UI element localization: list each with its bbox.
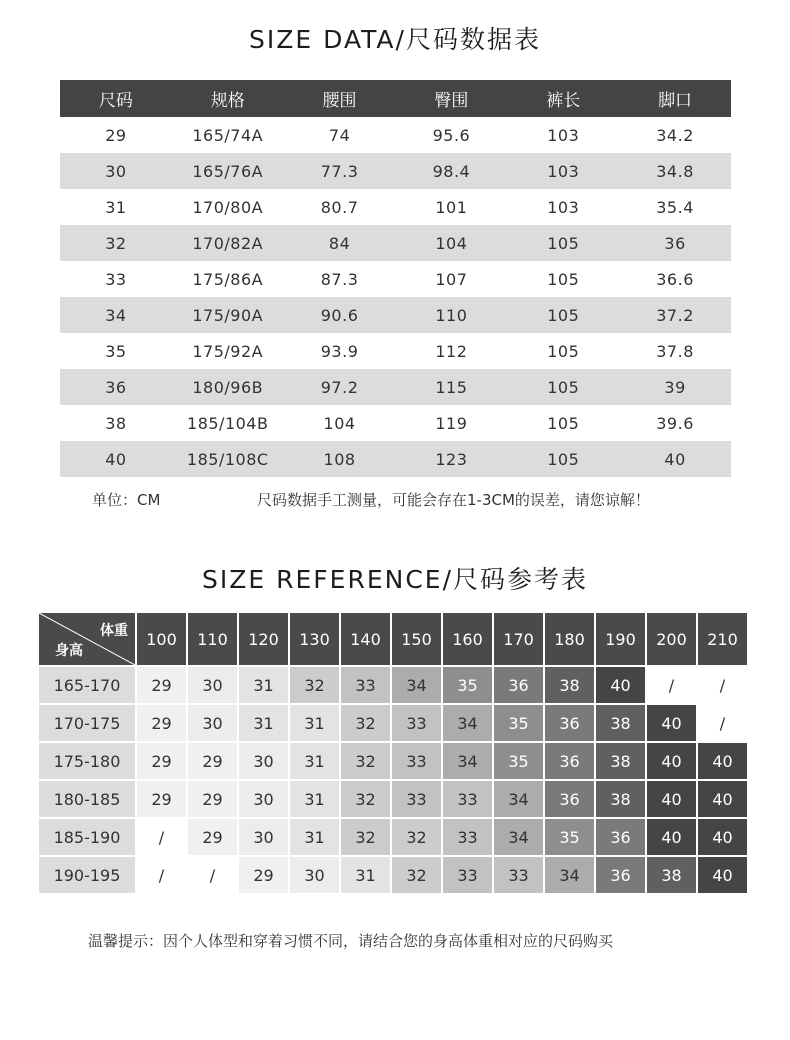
table-cell: 115 xyxy=(395,369,507,405)
size-cell: 30 xyxy=(188,705,237,741)
height-row xyxy=(39,705,747,741)
size-cell: 40 xyxy=(698,743,747,779)
table-cell: 103 xyxy=(507,153,619,189)
weight-header: 190 xyxy=(596,613,645,665)
size-cell: 35 xyxy=(494,743,543,779)
size-cell: / xyxy=(698,705,747,741)
column-header: 尺码 xyxy=(60,80,172,117)
height-label-cell: 190-195 xyxy=(39,857,135,893)
size-cell: 29 xyxy=(188,781,237,817)
table-cell: 34 xyxy=(60,297,172,333)
size-cell: 40 xyxy=(698,781,747,817)
table-cell: 84 xyxy=(284,225,396,261)
table-cell: 39 xyxy=(619,369,731,405)
table-cell: 40 xyxy=(619,441,731,477)
size-table-body xyxy=(60,117,731,477)
table-cell: 97.2 xyxy=(284,369,396,405)
size-cell: 31 xyxy=(341,857,390,893)
height-label-cell: 165-170 xyxy=(39,667,135,703)
column-header: 规格 xyxy=(172,80,284,117)
size-cell: 33 xyxy=(494,857,543,893)
weight-header: 110 xyxy=(188,613,237,665)
table-cell: 170/80A xyxy=(192,197,264,217)
table-cell: 105 xyxy=(547,341,580,361)
size-cell: 31 xyxy=(290,781,339,817)
table-cell: 170/82A xyxy=(172,225,284,261)
column-header: 裤长 xyxy=(507,80,619,117)
weight-header: 150 xyxy=(392,613,441,665)
size-table-header xyxy=(60,80,731,117)
size-cell: 34 xyxy=(545,857,594,893)
corner-header xyxy=(39,613,135,665)
height-label: 身高 xyxy=(55,643,83,659)
size-reference-grid xyxy=(37,611,749,895)
weight-header: 130 xyxy=(290,613,339,665)
table-cell: 175/90A xyxy=(172,297,284,333)
size-cell: 33 xyxy=(392,705,441,741)
size-cell: 32 xyxy=(341,743,390,779)
table-row xyxy=(60,405,731,441)
height-row xyxy=(39,781,747,817)
size-cell: 40 xyxy=(596,667,645,703)
table-cell: 98.4 xyxy=(395,153,507,189)
table-cell: 105 xyxy=(507,441,619,477)
size-cell: 33 xyxy=(392,743,441,779)
table-cell: 108 xyxy=(284,441,396,477)
warm-tip: 温馨提示：因个人体型和穿着习惯不同，请结合您的身高体重相对应的尺码购买 xyxy=(88,932,614,950)
table-row xyxy=(60,333,731,369)
size-cell: 40 xyxy=(647,819,696,855)
size-cell: 38 xyxy=(596,705,645,741)
size-cell: 36 xyxy=(494,667,543,703)
size-cell: 30 xyxy=(239,781,288,817)
size-cell: / xyxy=(137,857,186,893)
weight-header: 100 xyxy=(137,613,186,665)
table-cell: 34.8 xyxy=(619,153,731,189)
table-cell: 112 xyxy=(435,341,468,361)
size-cell: 31 xyxy=(290,705,339,741)
table-cell: 31 xyxy=(105,197,127,217)
table-cell: 103 xyxy=(547,125,580,145)
size-cell: 32 xyxy=(341,819,390,855)
size-cell: 30 xyxy=(239,743,288,779)
height-label-cell: 175-180 xyxy=(39,743,135,779)
size-cell: 38 xyxy=(545,667,594,703)
table-cell: 107 xyxy=(435,269,468,289)
unit-note: 单位：CM xyxy=(92,491,161,509)
size-data-table xyxy=(60,80,731,477)
table-cell: 105 xyxy=(507,297,619,333)
table-cell: 32 xyxy=(60,225,172,261)
table-cell: 165/76A xyxy=(172,153,284,189)
size-cell: / xyxy=(698,667,747,703)
size-cell: 34 xyxy=(494,819,543,855)
table-cell: 37.8 xyxy=(656,341,694,361)
size-cell: 35 xyxy=(443,667,492,703)
table-cell: 36.6 xyxy=(656,269,694,289)
size-reference-title: SIZE REFERENCE/尺码参考表 xyxy=(202,565,588,594)
table-row xyxy=(60,225,731,261)
height-label-cell: 185-190 xyxy=(39,819,135,855)
table-cell: 175/86A xyxy=(192,269,264,289)
table-cell: 105 xyxy=(507,369,619,405)
table-row xyxy=(60,117,731,153)
size-cell: 31 xyxy=(239,667,288,703)
table-cell: 165/74A xyxy=(192,125,264,145)
table-cell: 29 xyxy=(105,125,127,145)
table-cell: 35.4 xyxy=(656,197,694,217)
size-cell: 33 xyxy=(443,857,492,893)
height-row xyxy=(39,667,747,703)
height-label-cell: 170-175 xyxy=(39,705,135,741)
size-cell: 38 xyxy=(647,857,696,893)
size-cell: 30 xyxy=(290,857,339,893)
table-cell: 30 xyxy=(60,153,172,189)
table-cell: 74 xyxy=(328,125,351,145)
size-cell: / xyxy=(188,857,237,893)
size-cell: 29 xyxy=(137,743,186,779)
size-cell: 30 xyxy=(239,819,288,855)
size-cell: 32 xyxy=(290,667,339,703)
height-label-cell: 180-185 xyxy=(39,781,135,817)
size-cell: 31 xyxy=(239,705,288,741)
table-row xyxy=(60,189,731,225)
size-data-title: SIZE DATA/尺码数据表 xyxy=(249,25,541,54)
size-cell: 33 xyxy=(341,667,390,703)
weight-header-row xyxy=(39,613,747,665)
column-header: 臀围 xyxy=(395,80,507,117)
size-cell: 38 xyxy=(596,743,645,779)
weight-header: 210 xyxy=(698,613,747,665)
table-cell: 87.3 xyxy=(320,269,359,289)
size-cell: 40 xyxy=(647,705,696,741)
weight-header: 120 xyxy=(239,613,288,665)
size-cell: / xyxy=(647,667,696,703)
size-cell: 29 xyxy=(137,705,186,741)
size-cell: 40 xyxy=(698,857,747,893)
size-cell: 36 xyxy=(545,781,594,817)
size-cell: 30 xyxy=(188,667,237,703)
weight-header: 160 xyxy=(443,613,492,665)
table-cell: 36 xyxy=(619,225,731,261)
size-cell: 29 xyxy=(137,667,186,703)
weight-header: 200 xyxy=(647,613,696,665)
table-cell: 119 xyxy=(435,413,468,433)
size-cell: 34 xyxy=(392,667,441,703)
table-row xyxy=(60,369,731,405)
weight-header: 180 xyxy=(545,613,594,665)
table-cell: 35 xyxy=(105,341,127,361)
table-cell: 123 xyxy=(395,441,507,477)
size-cell: 40 xyxy=(647,781,696,817)
table-cell: 39.6 xyxy=(656,413,694,433)
table-cell: 110 xyxy=(395,297,507,333)
column-header: 脚口 xyxy=(619,80,731,117)
table-cell: 36 xyxy=(60,369,172,405)
table-cell: 38 xyxy=(105,413,127,433)
table-cell: 175/92A xyxy=(192,341,264,361)
size-cell: 33 xyxy=(443,819,492,855)
table-cell: 185/108C xyxy=(172,441,284,477)
size-cell: 35 xyxy=(545,819,594,855)
size-cell: 29 xyxy=(188,743,237,779)
size-cell: 32 xyxy=(341,781,390,817)
size-cell: 29 xyxy=(239,857,288,893)
measurement-note: 尺码数据手工测量，可能会存在1-3CM的误差，请您谅解！ xyxy=(257,491,650,509)
height-row xyxy=(39,743,747,779)
table-cell: 37.2 xyxy=(619,297,731,333)
size-cell: 31 xyxy=(290,743,339,779)
reference-grid-body xyxy=(39,667,747,893)
height-row xyxy=(39,819,747,855)
size-cell: 29 xyxy=(137,781,186,817)
size-cell: / xyxy=(137,819,186,855)
size-cell: 36 xyxy=(596,857,645,893)
size-cell: 36 xyxy=(545,705,594,741)
table-cell: 104 xyxy=(323,413,356,433)
table-cell: 101 xyxy=(435,197,468,217)
size-cell: 36 xyxy=(596,819,645,855)
weight-label: 体重 xyxy=(100,623,128,639)
size-cell: 33 xyxy=(392,781,441,817)
size-cell: 34 xyxy=(494,781,543,817)
table-cell: 95.6 xyxy=(432,125,471,145)
size-cell: 31 xyxy=(290,819,339,855)
size-cell: 29 xyxy=(188,819,237,855)
table-cell: 105 xyxy=(547,269,580,289)
size-cell: 40 xyxy=(647,743,696,779)
table-cell: 185/104B xyxy=(187,413,269,433)
size-cell: 36 xyxy=(545,743,594,779)
weight-header: 140 xyxy=(341,613,390,665)
table-row xyxy=(60,297,731,333)
table-cell: 105 xyxy=(507,225,619,261)
table-cell: 33 xyxy=(105,269,127,289)
table-cell: 90.6 xyxy=(284,297,396,333)
table-cell: 105 xyxy=(547,413,580,433)
size-cell: 40 xyxy=(698,819,747,855)
size-cell: 33 xyxy=(443,781,492,817)
column-header: 腰围 xyxy=(284,80,396,117)
height-row xyxy=(39,857,747,893)
size-cell: 32 xyxy=(341,705,390,741)
size-cell: 38 xyxy=(596,781,645,817)
table-row xyxy=(60,441,731,477)
size-cell: 32 xyxy=(392,819,441,855)
size-cell: 35 xyxy=(494,705,543,741)
table-cell: 34.2 xyxy=(656,125,694,145)
table-cell: 77.3 xyxy=(284,153,396,189)
table-cell: 40 xyxy=(60,441,172,477)
table-cell: 104 xyxy=(395,225,507,261)
table-cell: 103 xyxy=(547,197,580,217)
table-row xyxy=(60,153,731,189)
table-cell: 93.9 xyxy=(320,341,359,361)
size-cell: 34 xyxy=(443,705,492,741)
weight-header: 170 xyxy=(494,613,543,665)
size-cell: 32 xyxy=(392,857,441,893)
table-row xyxy=(60,261,731,297)
table-cell: 80.7 xyxy=(320,197,359,217)
table-cell: 180/96B xyxy=(172,369,284,405)
size-cell: 34 xyxy=(443,743,492,779)
